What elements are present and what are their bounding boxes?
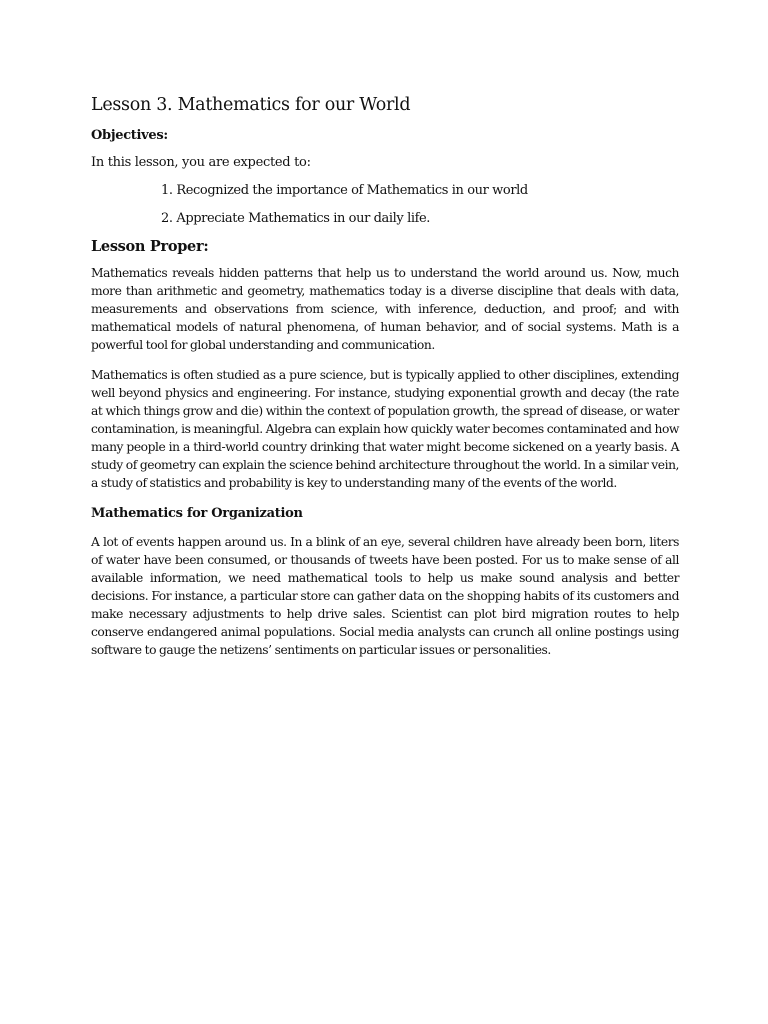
lesson-title: Lesson 3. Mathematics for our World	[91, 95, 411, 115]
paragraph-organization: A lot of events happen around us. In a blink of an eye, several children have already been born, liters of water have been consumed, or thousands of tweets have been posted. For us to make sense of all available information, we need mathematical tools to help us make sound analysis and better decisions. For instance, a particular store can gather data on the shopping habits of its customers and make necessary adjustments to help drive sales. Scientist can plot bird migration routes to help conserve endangered animal populations. Social media analysts can crunch all online postings using software to gauge the netizens’ sentiments on particular issues or personalities.	[91, 535, 679, 657]
objectives-intro: In this lesson, you are expected to:	[91, 155, 311, 170]
lesson-proper-heading: Lesson Proper:	[91, 238, 209, 255]
objective-item-1: 1. Recognized the importance of Mathematics in our world	[161, 183, 528, 198]
paragraph-applications: Mathematics is often studied as a pure science, but is typically applied to other disciplines, extending well beyond physics and engineering. For instance, studying exponential growth and decay (the rate at which things grow and die) within the context of population growth, the spread of disease, or water contamination, is meaningful. Algebra can explain how quickly water becomes contaminated and how many people in a third-world country drinking that water might become sickened on a yearly basis. A study of geometry can explain the science behind architecture throughout the world. In a similar vein, a study of statistics and probability is key to understanding many of the events of the world.	[91, 368, 679, 490]
objectives-heading: Objectives:	[91, 128, 168, 143]
objective-item-2: 2. Appreciate Mathematics in our daily life.	[161, 211, 431, 226]
document-page	[91, 94, 679, 659]
paragraph-intro: Mathematics reveals hidden patterns that help us to understand the world around us. Now, much more than arithmetic and geometry, mathematics today is a diverse discipline that deals with data, measurements and observations from science, with inference, deduction, and proof; and with mathematical models of natural phenomena, of human behavior, and of social systems. Math is a powerful tool for global understanding and communication.	[91, 266, 679, 352]
organization-heading: Mathematics for Organization	[91, 506, 303, 521]
objectives-list	[91, 183, 679, 227]
